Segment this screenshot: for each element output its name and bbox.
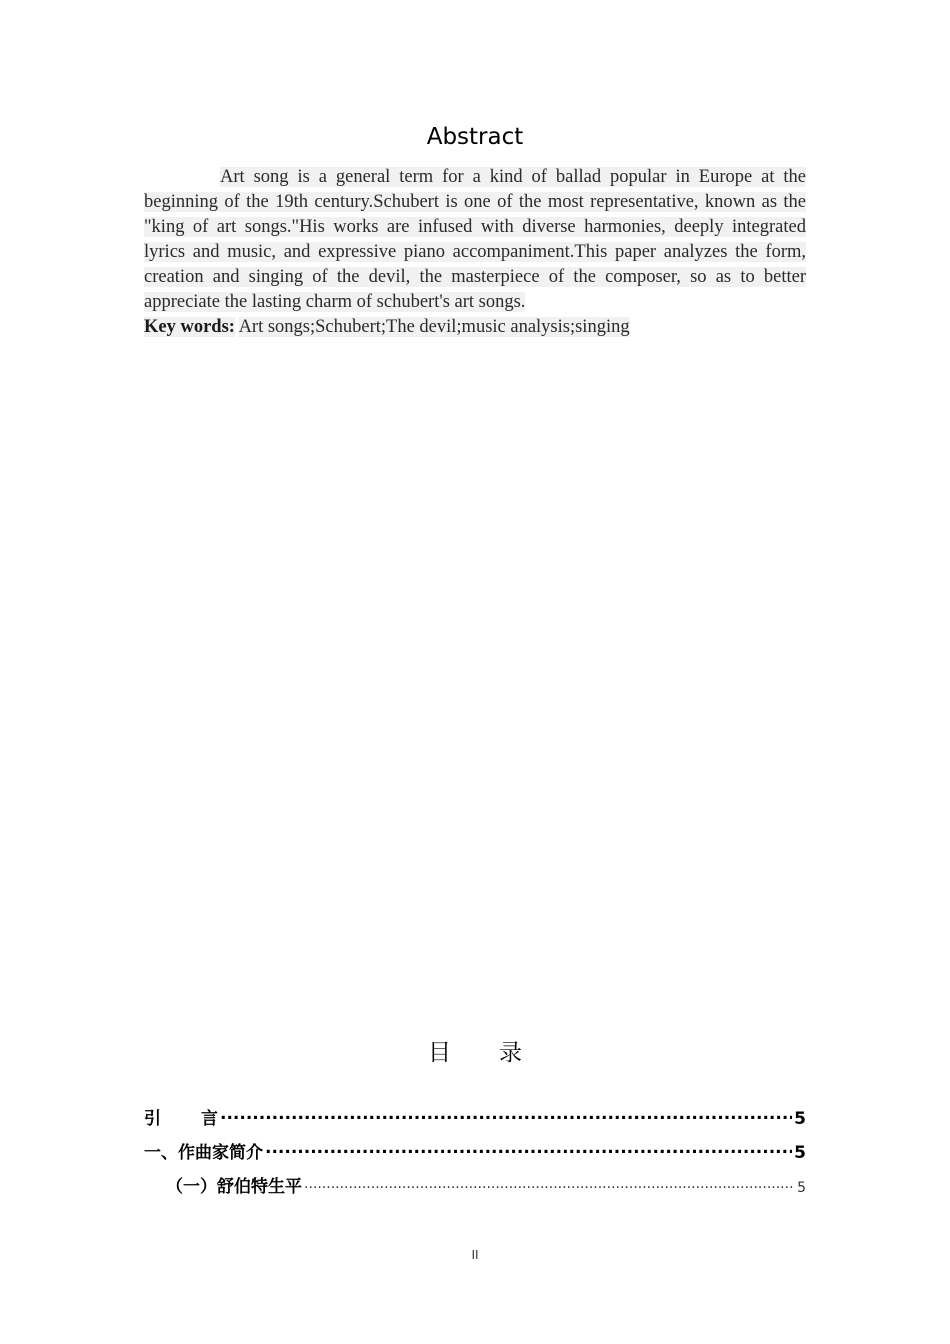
abstract-title: Abstract [426,124,524,150]
toc-page-number: 5 [794,1143,806,1163]
toc-title-char: 目 [428,1040,451,1066]
table-of-contents [144,1104,806,1206]
toc-leader-dots [265,1138,792,1158]
abstract-text: Art song is a general term for a kind of ballad popular in Europe at the beginning of the 19th century.Schubert is one of the most representative, known as the "king of art songs."His works are infused with diverse harmonies, deeply integrated lyrics and music, and expressive piano accompaniment.This paper analyzes the form, creation and singing of the devil, the masterpiece of the composer, so as to better appreciate the lasting charm of schubert's art songs. [144,167,806,312]
toc-title-char: 录 [499,1040,522,1066]
keywords-label: Key words: [144,317,235,337]
toc-entry-introduction[interactable] [144,1104,806,1138]
toc-entry-label: 引 言 [144,1109,218,1129]
toc-title [144,1034,806,1067]
toc-page-number: 5 [797,1180,806,1196]
keywords-line [144,315,806,340]
toc-leader-dots [220,1104,792,1124]
toc-leader-dots [304,1172,795,1192]
toc-page-number: 5 [794,1109,806,1129]
toc-entry-schubert-life[interactable] [144,1172,806,1206]
toc-entry-composer-intro[interactable] [144,1138,806,1172]
toc-entry-label: 一、作曲家简介 [144,1143,263,1163]
abstract-section [144,165,806,340]
page-number: II [471,1248,479,1262]
toc-entry-label: （一）舒伯特生平 [166,1177,302,1197]
keywords-text: Art songs;Schubert;The devil;music analysis;singing [238,317,630,337]
abstract-paragraph [144,165,806,315]
